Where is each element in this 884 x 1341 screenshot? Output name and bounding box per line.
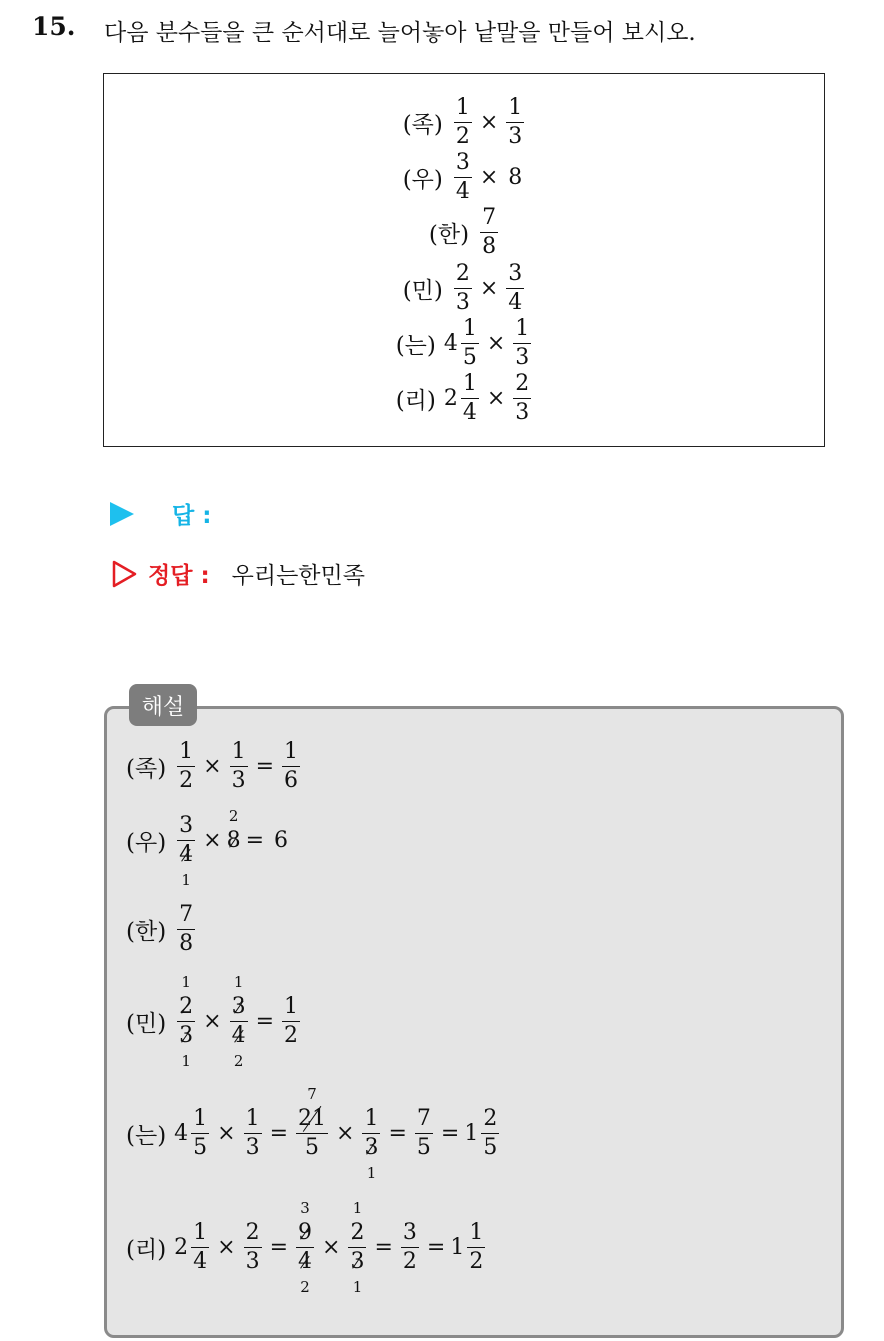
correct-answer-label: 정답 : — [148, 563, 210, 589]
numerator: 1 — [508, 94, 523, 120]
fraction — [506, 94, 524, 149]
denominator: 2 — [455, 123, 470, 149]
cancel-result: 2 — [228, 807, 239, 825]
play-triangle-icon — [110, 502, 134, 526]
problem-line — [104, 94, 826, 150]
fraction — [296, 1199, 314, 1296]
equals-sign: = — [255, 754, 275, 779]
cancel-result: 1 — [181, 973, 191, 991]
number: 6 — [274, 828, 289, 853]
denominator: 4 — [193, 1249, 208, 1274]
cancel-strike — [234, 1000, 244, 1013]
cancelled-denominator: 3 1 — [350, 1249, 365, 1296]
mixed-whole: 1 — [464, 1121, 479, 1146]
denominator: 3 — [515, 399, 530, 425]
fraction-bar — [348, 1247, 366, 1248]
denominator — [177, 842, 195, 889]
problem-box — [103, 73, 825, 447]
item-label: (우) — [402, 166, 443, 193]
numerator: 7 — [179, 902, 194, 927]
fraction — [461, 315, 479, 370]
cancel-result: 3 — [300, 1199, 310, 1217]
item-label: (우) — [126, 830, 167, 856]
times-sign: × — [322, 1235, 341, 1260]
numerator — [296, 1199, 314, 1245]
times-sign: × — [479, 109, 499, 135]
fraction — [513, 315, 531, 370]
fraction-bar — [191, 1247, 209, 1248]
fraction — [282, 741, 300, 792]
answer-row — [110, 497, 211, 530]
explanation-line — [126, 807, 293, 889]
cancel-strike — [229, 834, 239, 847]
numerator — [348, 1199, 366, 1245]
denominator: 2 — [284, 1023, 299, 1048]
denominator: 3 — [245, 1135, 260, 1160]
fraction-bar — [481, 1133, 499, 1134]
fraction-bar — [461, 398, 479, 399]
cancelled-denominator: 4 2 — [298, 1249, 313, 1296]
cancelled-numerator: 2 1 — [179, 973, 194, 1019]
explanation-line — [126, 1199, 488, 1296]
cancelled-numerator: 21 7 — [298, 1085, 327, 1131]
fraction — [454, 149, 472, 204]
fraction-bar — [230, 766, 248, 767]
numerator: 1 — [469, 1220, 484, 1245]
denominator: 5 — [305, 1135, 320, 1160]
problem-line — [104, 315, 826, 371]
denominator — [296, 1249, 314, 1296]
cancel-strike — [367, 1141, 377, 1154]
cancel-result: 2 — [300, 1278, 310, 1296]
fraction — [177, 813, 195, 889]
denominator: 8 — [482, 233, 497, 259]
cancel-result: 1 — [352, 1278, 363, 1296]
numerator: 7 — [416, 1106, 431, 1131]
problem-line — [104, 204, 826, 260]
fraction-bar — [362, 1133, 380, 1134]
fraction-bar — [506, 122, 524, 123]
numerator: 2 — [455, 260, 470, 286]
numerator: 1 — [284, 994, 299, 1019]
numerator: 2 — [245, 1220, 260, 1245]
fraction — [513, 370, 531, 425]
fraction — [244, 1108, 262, 1159]
denominator: 3 — [231, 768, 246, 793]
fraction-bar — [177, 929, 195, 930]
fraction-bar — [244, 1133, 262, 1134]
denominator: 3 — [508, 123, 523, 149]
equals-sign: = — [255, 1009, 275, 1034]
fraction — [177, 741, 195, 792]
numerator: 3 — [402, 1220, 417, 1245]
item-label: (리) — [126, 1237, 167, 1263]
cancel-strike — [300, 1255, 310, 1268]
fraction-bar — [415, 1133, 433, 1134]
numerator: 2 — [483, 1106, 498, 1131]
fraction-bar — [296, 1247, 314, 1248]
cancel-result: 1 — [366, 1164, 377, 1182]
item-label: (민) — [126, 1011, 167, 1037]
question-text: 다음 분수들을 큰 순서대로 늘어놓아 낱말을 만들어 보시오. — [104, 20, 696, 46]
correct-answer-value: 우리는한민족 — [231, 563, 365, 589]
fraction-bar — [454, 177, 472, 178]
fraction-bar — [191, 1133, 209, 1134]
fraction — [454, 260, 472, 315]
denominator: 3 — [245, 1249, 260, 1274]
fraction — [230, 973, 248, 1070]
times-sign: × — [217, 1235, 236, 1260]
times-sign: × — [203, 1009, 222, 1034]
fraction-bar — [454, 122, 472, 123]
item-label: (한) — [126, 919, 167, 945]
fraction-bar — [401, 1247, 419, 1248]
numerator: 7 — [482, 204, 497, 230]
outline-triangle-icon — [112, 560, 138, 588]
fraction — [481, 1108, 499, 1159]
fraction-bar — [513, 343, 531, 344]
cancel-strike — [181, 1029, 191, 1042]
cancel-strike — [181, 1000, 191, 1013]
fraction-bar — [467, 1247, 485, 1248]
fraction — [230, 741, 248, 792]
cancelled-denominator: 4 2 — [231, 1023, 246, 1070]
fraction-bar — [177, 840, 195, 841]
cancelled-numerator: 2 1 — [350, 1199, 365, 1245]
cancel-strike — [300, 1226, 310, 1239]
cancel-strike — [353, 1226, 363, 1239]
explanation-tag: 해설 — [129, 684, 197, 726]
numerator: 1 — [284, 739, 299, 764]
problem-line — [104, 260, 826, 316]
cancelled-denominator: 3 1 — [364, 1135, 379, 1182]
numerator: 3 — [508, 260, 523, 286]
times-sign: × — [203, 828, 222, 853]
cancel-strike — [303, 1106, 321, 1132]
cancel-result: 1 — [352, 1199, 363, 1217]
cancel-result: 1 — [181, 1052, 191, 1070]
item-label: (는) — [395, 332, 436, 359]
times-sign: × — [486, 330, 506, 356]
explanation-line — [126, 741, 303, 792]
times-sign: × — [217, 1121, 236, 1146]
denominator: 8 — [179, 931, 194, 956]
fraction — [177, 973, 195, 1070]
times-sign: × — [336, 1121, 355, 1146]
numerator — [230, 973, 248, 1019]
numerator — [177, 973, 195, 1019]
cancel-strike — [353, 1255, 363, 1268]
fraction — [454, 94, 472, 149]
problem-line — [104, 370, 826, 426]
fraction-bar — [177, 766, 195, 767]
fraction — [506, 260, 524, 315]
numerator: 1 — [245, 1106, 260, 1131]
explanation-line — [126, 904, 198, 955]
item-label: (족) — [126, 756, 167, 782]
cancelled-numerator: 9 3 — [298, 1199, 313, 1245]
mixed-whole: 2 — [443, 385, 458, 411]
numerator: 1 — [179, 739, 194, 764]
fraction — [461, 370, 479, 425]
cancel-result: 2 — [233, 1052, 244, 1070]
numerator: 3 — [455, 149, 470, 175]
times-sign: × — [479, 164, 499, 190]
denominator — [348, 1249, 366, 1296]
numerator: 2 — [515, 370, 530, 396]
item-label: (한) — [428, 221, 470, 248]
denominator: 2 — [402, 1249, 417, 1274]
fraction — [191, 1222, 209, 1273]
item-label: (족) — [402, 111, 443, 138]
correct-answer-row — [112, 557, 365, 590]
item-label: (리) — [395, 387, 436, 414]
numerator: 1 — [515, 315, 530, 341]
fraction-bar — [461, 343, 479, 344]
denominator: 4 — [455, 178, 470, 204]
equals-sign: = — [245, 828, 265, 853]
equals-sign: = — [440, 1121, 460, 1146]
cancel-result: 7 — [307, 1085, 317, 1103]
equals-sign: = — [426, 1235, 446, 1260]
fraction — [244, 1222, 262, 1273]
denominator: 6 — [284, 768, 299, 793]
item-label: (민) — [402, 277, 443, 304]
denominator: 4 — [462, 399, 477, 425]
mixed-whole: 1 — [450, 1235, 465, 1260]
equals-sign: = — [269, 1235, 289, 1260]
fraction — [415, 1108, 433, 1159]
numerator: 1 — [193, 1106, 208, 1131]
cancelled-denominator: 3 1 — [179, 1023, 194, 1070]
problem-line — [104, 149, 826, 205]
fraction-bar — [282, 1021, 300, 1022]
denominator: 3 — [455, 289, 470, 315]
cancelled-number: 8 2 — [226, 807, 241, 853]
fraction-bar — [480, 232, 498, 233]
times-sign: × — [479, 275, 499, 301]
mixed-whole: 2 — [174, 1235, 189, 1260]
mixed-whole: 4 — [174, 1121, 189, 1146]
denominator: 5 — [462, 344, 477, 370]
cancelled-numerator: 3 1 — [231, 973, 246, 1019]
fraction-bar — [296, 1133, 328, 1134]
denominator — [230, 1023, 248, 1070]
question-number: 15. — [32, 12, 76, 41]
numerator — [296, 1085, 328, 1131]
cancel-result: 1 — [233, 973, 244, 991]
fraction — [177, 904, 195, 955]
number — [226, 807, 241, 853]
fraction — [401, 1222, 419, 1273]
fraction-bar — [513, 398, 531, 399]
cancel-strike — [181, 848, 191, 861]
denominator: 5 — [483, 1135, 498, 1160]
numerator: 1 — [462, 370, 477, 396]
fraction-bar — [282, 766, 300, 767]
cancel-result: 1 — [181, 871, 191, 889]
denominator: 5 — [416, 1135, 431, 1160]
numerator: 1 — [193, 1220, 208, 1245]
numerator: 1 — [462, 315, 477, 341]
denominator: 4 — [508, 289, 523, 315]
denominator: 2 — [469, 1249, 484, 1274]
fraction — [282, 996, 300, 1047]
fraction — [362, 1106, 380, 1182]
number: 8 — [508, 164, 523, 190]
denominator: 3 — [515, 344, 530, 370]
denominator: 5 — [193, 1135, 208, 1160]
times-sign: × — [203, 754, 222, 779]
numerator: 1 — [364, 1106, 379, 1131]
fraction — [296, 1085, 328, 1160]
mixed-whole: 4 — [443, 330, 458, 356]
fraction-bar — [177, 1021, 195, 1022]
numerator: 3 — [179, 813, 194, 838]
explanation-line — [126, 973, 303, 1070]
equals-sign: = — [269, 1121, 289, 1146]
times-sign: × — [486, 385, 506, 411]
answer-label: 답 : — [172, 503, 212, 529]
cancel-strike — [234, 1029, 244, 1042]
fraction-bar — [230, 1021, 248, 1022]
numerator: 1 — [231, 739, 246, 764]
fraction — [348, 1199, 366, 1296]
denominator — [177, 1023, 195, 1070]
explanation-line — [126, 1085, 502, 1182]
denominator: 2 — [179, 768, 194, 793]
equals-sign: = — [388, 1121, 407, 1146]
item-label: (는) — [126, 1123, 167, 1149]
fraction — [467, 1222, 485, 1273]
fraction — [191, 1108, 209, 1159]
cancelled-denominator: 4 1 — [179, 842, 194, 889]
fraction-bar — [454, 288, 472, 289]
equals-sign: = — [374, 1235, 393, 1260]
fraction-bar — [506, 288, 524, 289]
numerator: 1 — [455, 94, 470, 120]
fraction — [480, 204, 498, 259]
fraction-bar — [244, 1247, 262, 1248]
denominator — [362, 1135, 380, 1182]
